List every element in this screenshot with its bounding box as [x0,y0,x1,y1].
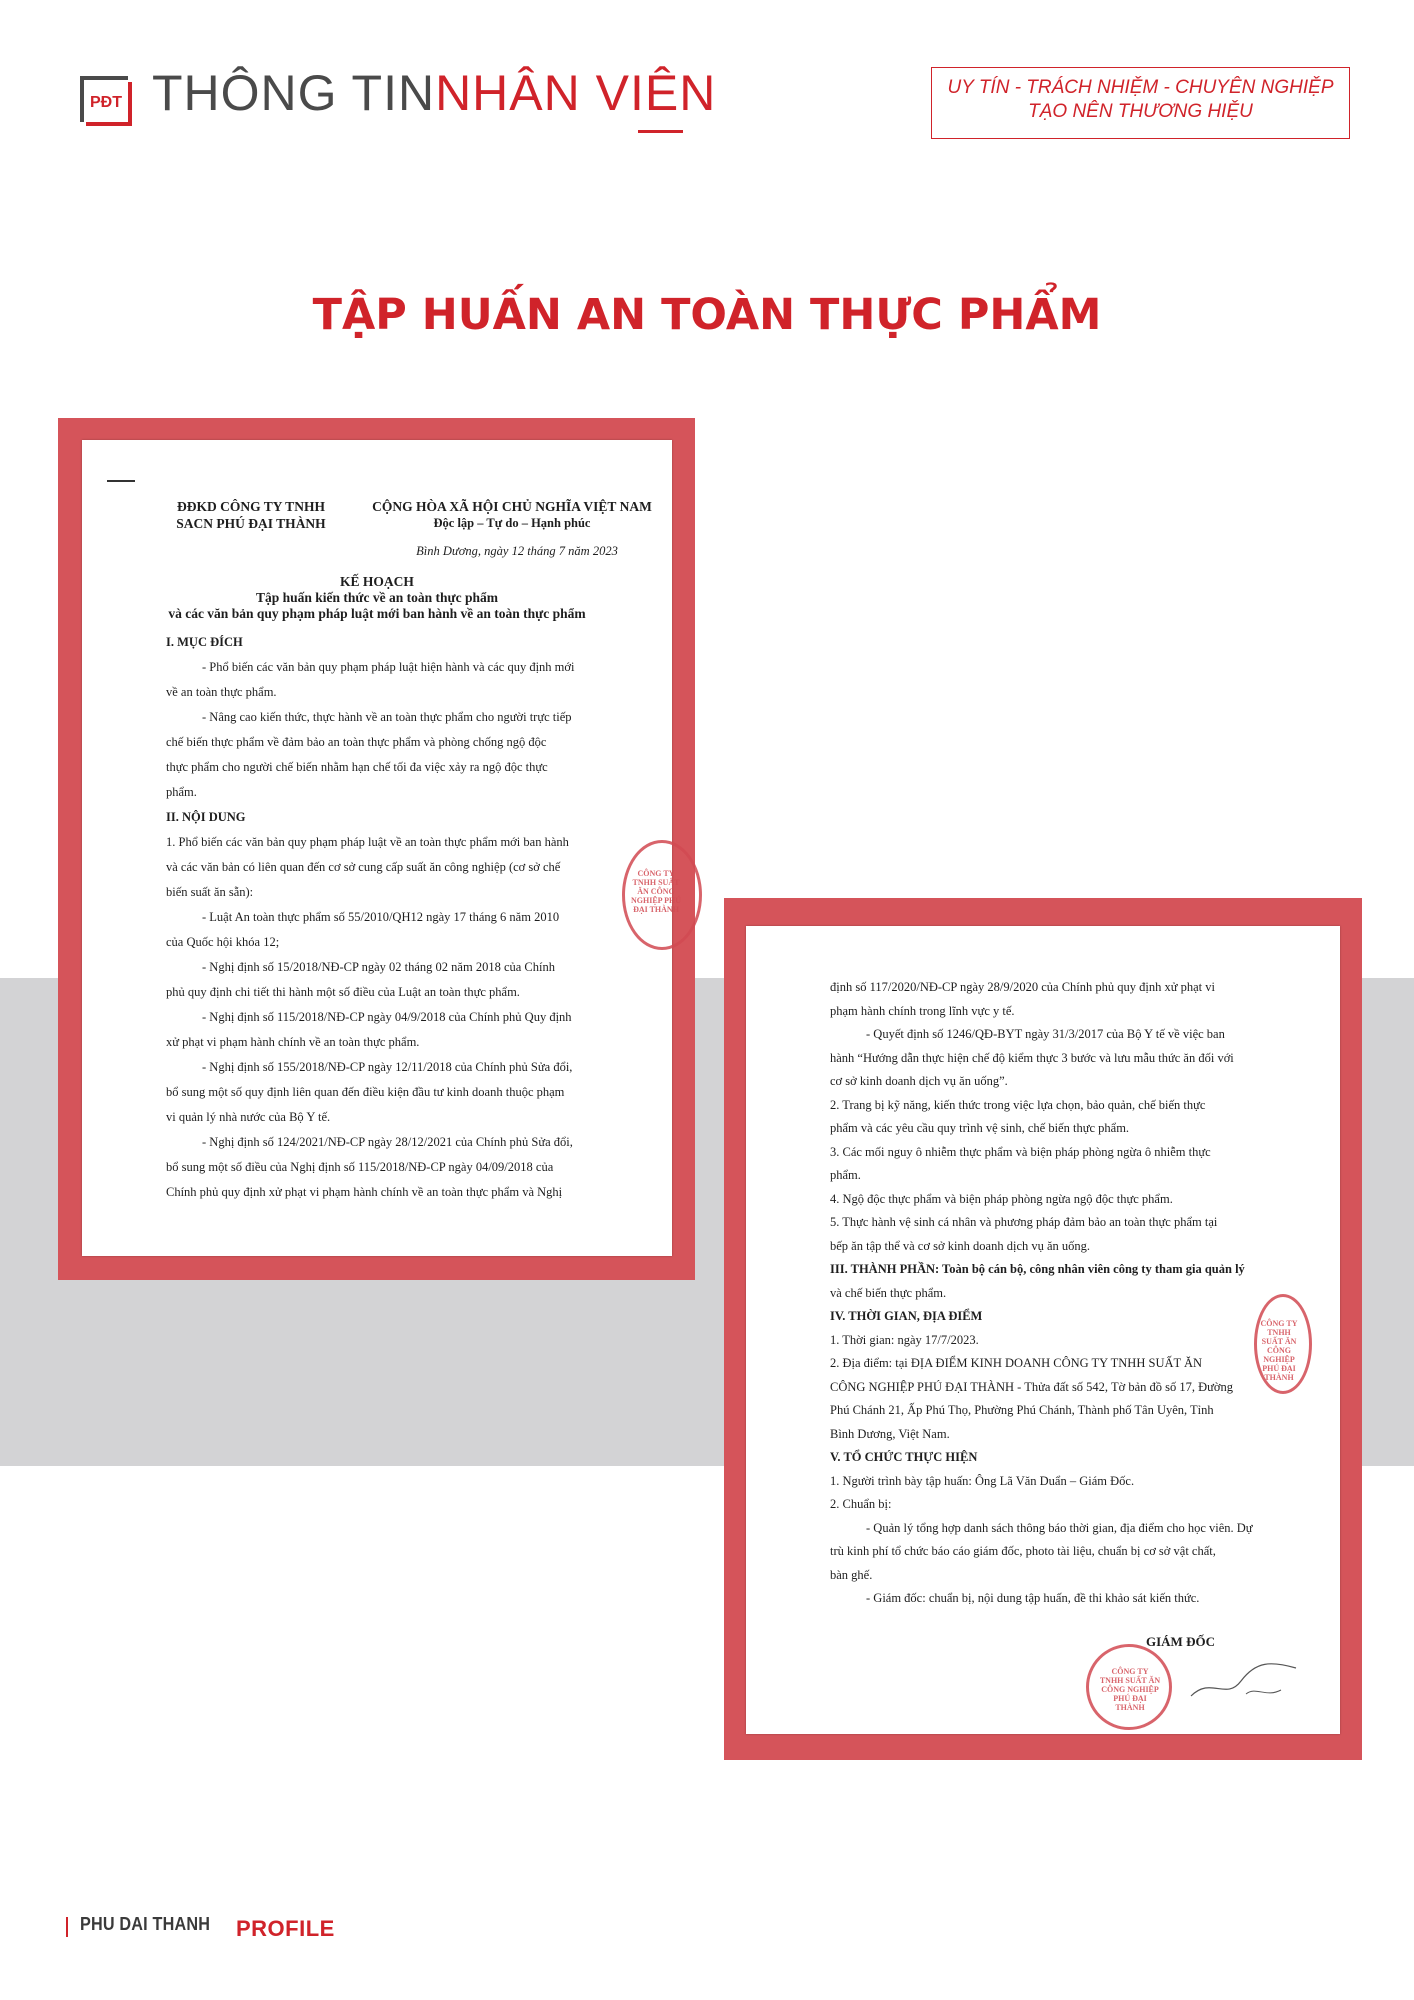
doc2-line: - Quyết định số 1246/QĐ-BYT ngày 31/3/2017 của Bộ Y tế về việc ban [866,1027,1225,1041]
doc2-line: III. THÀNH PHẦN: Toàn bộ cán bộ, công nhân viên công ty tham gia quản lý [830,1262,1245,1276]
doc2-line: 2. Trang bị kỹ năng, kiến thức trong việc lựa chọn, bảo quản, chế biến thực [830,1097,1206,1112]
brand-underline [638,130,683,133]
doc1-line: - Luật An toàn thực phẩm số 55/2010/QH12 ngày 17 tháng 6 năm 2010 [202,910,560,924]
doc1-line: - Nghị định số 124/2021/NĐ-CP ngày 28/12/2021 của Chính phủ Sửa đổi, [202,1135,573,1149]
doc2-line: - Quản lý tổng hợp danh sách thông báo thời gian, địa điểm cho học viên. Dự [866,1520,1253,1535]
doc1-line: bổ sung một số quy định liên quan đến điều kiện đầu tư kinh doanh thuộc phạm [166,1085,565,1099]
document-page-2 [746,926,1340,1734]
doc1-nation-line1: CỘNG HÒA XÃ HỘI CHỦ NGHĨA VIỆT NAM [372,499,652,514]
doc1-line: - Nghị định số 15/2018/NĐ-CP ngày 02 tháng 02 năm 2018 của Chính [202,960,555,974]
doc1-line: 1. Phổ biến các văn bản quy phạm pháp luật về an toàn thực phẩm mới ban hành [166,835,569,849]
doc2-line: định số 117/2020/NĐ-CP ngày 28/9/2020 của Chính phủ quy định xử phạt vi [830,980,1216,994]
doc1-title [122,574,632,622]
doc2-line: phẩm. [830,1168,861,1182]
doc2-line: CÔNG NGHIỆP PHÚ ĐẠI THÀNH - Thửa đất số 542, Tờ bản đồ số 17, Đường [830,1379,1234,1394]
footer-label: PROFILE [236,1916,335,1941]
logo-text: PĐT [90,94,122,111]
doc1-line: - Nghị định số 155/2018/NĐ-CP ngày 12/11/2018 của Chính phủ Sửa đổi, [202,1060,573,1074]
doc2-line: 1. Thời gian: ngày 17/7/2023. [830,1332,979,1347]
company-logo [78,72,134,128]
doc2-body [830,976,1286,1611]
doc1-line: vi quản lý nhà nước của Bộ Y tế. [166,1110,331,1124]
signature-title: GIÁM ĐỐC [1146,1634,1215,1649]
doc1-line: của Quốc hội khóa 12; [166,935,280,949]
page-mark [107,480,135,482]
doc2-line: 3. Các mối nguy ô nhiễm thực phẩm và biện pháp phòng ngừa ô nhiễm thực [830,1144,1211,1159]
doc1-line: - Nâng cao kiến thức, thực hành về an toàn thực phẩm cho người trực tiếp [202,710,572,724]
doc2-line: Bình Dương, Việt Nam. [830,1426,950,1441]
brand-title-part1: THÔNG TIN [152,65,436,121]
doc1-stamp-text: CÔNG TY TNHH SUẤT ĂN CÔNG NGHIỆP PHÚ ĐẠI THÀNH [631,869,682,914]
doc1-line: phủ quy định chi tiết thi hành một số điều của Luật an toàn thực phẩm. [166,985,520,999]
footer-divider [66,1917,68,1937]
doc2-director-stamp [1086,1644,1172,1730]
doc1-nation-line2: Độc lập – Tự do – Hạnh phúc [433,516,591,530]
doc1-line: I. MỤC ĐÍCH [166,635,243,649]
doc1-line: bổ sung một số điều của Nghị định số 115/2018/NĐ-CP ngày 04/09/2018 của [166,1160,554,1174]
doc1-company-stamp [622,840,702,950]
doc2-line: IV. THỜI GIAN, ĐỊA ĐIỂM [830,1309,983,1323]
doc1-line: chế biến thực phẩm về đảm bảo an toàn thực phẩm và phòng chống ngộ độc [166,735,547,749]
doc2-side-stamp-text: CÔNG TY TNHH SUẤT ĂN CÔNG NGHIỆP PHÚ ĐẠI THÀNH [1260,1319,1298,1382]
doc2-line: phạm hành chính trong lĩnh vực y tế. [830,1003,1015,1018]
doc2-line: và chế biến thực phẩm. [830,1285,947,1300]
doc2-line: trù kinh phí tổ chức báo cáo giám đốc, photo tài liệu, chuẩn bị cơ sở vật chất, [830,1544,1216,1558]
doc1-title-line1: KẾ HOẠCH [340,574,414,589]
doc2-side-stamp [1254,1294,1312,1394]
doc2-line: - Giám đốc: chuẩn bị, nội dung tập huấn, đề thi khảo sát kiến thức. [866,1591,1200,1605]
doc2-line: 2. Địa điểm: tại ĐỊA ĐIỂM KINH DOANH CÔNG TY TNHH SUẤT ĂN [830,1356,1203,1370]
doc1-line: II. NỘI DUNG [166,810,246,824]
doc1-title-line2: Tập huấn kiến thức về an toàn thực phẩm [255,590,498,605]
doc2-line: 2. Chuẩn bị: [830,1497,892,1511]
doc1-line: xử phạt vi phạm hành chính về an toàn thực phẩm. [166,1035,420,1049]
doc2-line: 1. Người trình bày tập huấn: Ông Lã Văn Duẩn – Giám Đốc. [830,1473,1135,1488]
doc2-line: hành “Hướng dẫn thực hiện chế độ kiểm thực 3 bước và lưu mẫu thức ăn đối với [830,1050,1234,1065]
document-frame-1 [58,418,695,1280]
doc2-line: phẩm và các yêu cầu quy trình vệ sinh, chế biến thực phẩm. [830,1121,1130,1135]
doc1-organization [166,498,336,532]
doc2-line: bếp ăn tập thể và cơ sở kinh doanh dịch vụ ăn uống. [830,1238,1091,1253]
doc1-line: và các văn bản có liên quan đến cơ sở cung cấp suất ăn công nghiệp (cơ sở chế [166,860,561,874]
doc1-line: biến suất ăn sẵn): [166,885,254,899]
doc2-director-stamp-text: CÔNG TY TNHH SUẤT ĂN CÔNG NGHIỆP PHÚ ĐẠI THÀNH [1099,1667,1161,1712]
doc2-line: 4. Ngộ độc thực phẩm và biện pháp phòng ngừa ngộ độc thực phẩm. [830,1191,1173,1206]
brand-title-part2: NHÂN VIÊN [435,65,717,121]
doc1-org-line1: ĐĐKD CÔNG TY TNHH [177,499,325,514]
doc1-line: - Phổ biến các văn bản quy phạm pháp luật hiện hành và các quy định mới [202,660,575,674]
doc1-line: Chính phủ quy định xử phạt vi phạm hành chính về an toàn thực phẩm và Nghị [166,1185,563,1199]
doc1-title-line3: và các văn bản quy phạm pháp luật mới ban hành về an toàn thực phẩm [168,606,586,621]
doc2-line: bàn ghế. [830,1567,873,1582]
document-frame-2 [724,898,1362,1760]
doc1-line: về an toàn thực phẩm. [166,685,277,699]
doc1-body [166,630,612,1205]
doc2-line: 5. Thực hành vệ sinh cá nhân và phương pháp đảm bảo an toàn thực phẩm tại [830,1215,1218,1229]
doc2-line: V. TỔ CHỨC THỰC HIỆN [830,1450,978,1464]
doc1-org-line2: SACN PHÚ ĐẠI THÀNH [176,516,326,531]
doc1-line: phẩm. [166,785,197,799]
page-title: TẬP HUẤN AN TOÀN THỰC PHẨM [312,290,1102,340]
doc1-national-header [372,498,652,532]
slogan-line1: UY TÍN - TRÁCH NHIỆM - CHUYÊN NGHIỆP [947,77,1334,98]
doc1-line: thực phẩm cho người chế biến nhằm hạn chế tối đa việc xảy ra ngộ độc thực [166,760,548,774]
director-signature [1186,1656,1306,1706]
doc1-line: - Nghị định số 115/2018/NĐ-CP ngày 04/9/2018 của Chính phủ Quy định [202,1010,572,1024]
doc2-line: cơ sở kinh doanh dịch vụ ăn uống”. [830,1074,1008,1088]
slogan-line2: TẠO NÊN THƯƠNG HIỆU [1028,101,1253,122]
brand-title [152,64,716,122]
document-page-1 [82,440,682,1256]
slogan-box [931,67,1350,139]
doc1-date: Bình Dương, ngày 12 tháng 7 năm 2023 [416,544,618,558]
footer-company: PHU DAI THANH [80,1914,211,1934]
doc2-line: Phú Chánh 21, Ấp Phú Thọ, Phường Phú Chánh, Thành phố Tân Uyên, Tỉnh [830,1403,1214,1417]
